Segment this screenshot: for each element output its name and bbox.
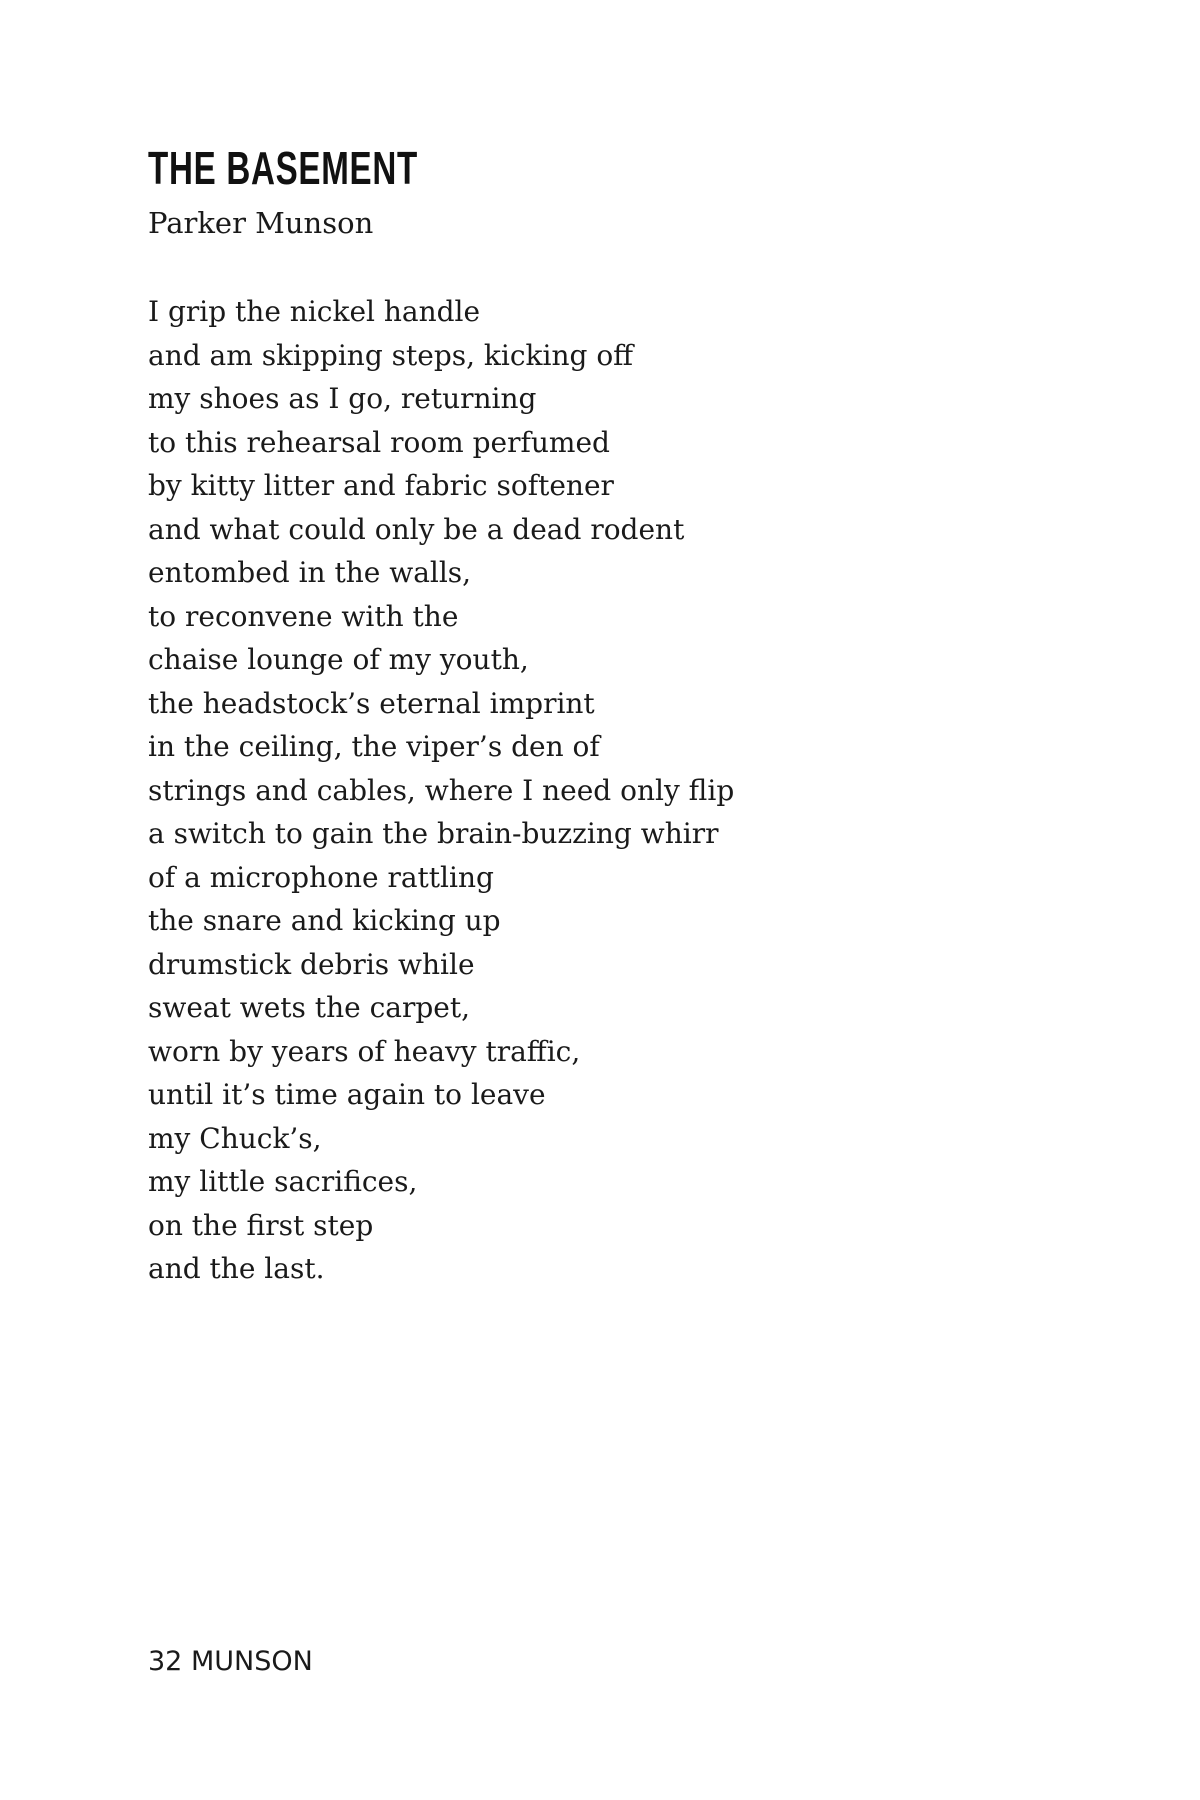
poem-line: strings and cables, where I need only flip [148,773,735,807]
poem-line: the snare and kicking up [148,904,501,937]
poem-line: to this rehearsal room perfumed [148,425,610,459]
poem-line: my little sacrifices, [148,1165,418,1198]
poem-line: a switch to gain the brain-buzzing whirr [148,817,719,850]
poem-line: on the first step [148,1208,374,1242]
poem-line: and am skipping steps, kicking off [148,338,634,372]
poem-line: in the ceiling, the viper’s den of [148,730,600,763]
poem-body [148,290,1048,1291]
poem-line: my shoes as I go, returning [148,382,537,415]
poem-line: worn by years of heavy traffic, [148,1034,581,1068]
poem-line: and the last. [148,1252,325,1285]
poem-line: sweat wets the carpet, [148,991,470,1024]
poem-line: entombed in the walls, [148,556,472,589]
poem-line: drumstick debris while [148,947,475,981]
poem-line: of a microphone rattling [148,860,494,894]
poem-title: THE BASEMENT [148,142,418,194]
page-footer: 32 MUNSON [148,1646,313,1677]
poem-line: the headstock’s eternal imprint [148,686,595,720]
poem-author: Parker Munson [148,206,374,240]
poem-line: by kitty litter and fabric softener [148,469,614,502]
poem-line: my Chuck’s, [148,1121,322,1155]
poem-line: I grip the nickel handle [148,295,481,328]
poem-line: chaise lounge of my youth, [148,643,529,676]
poem-line: until it’s time again to leave [148,1078,546,1111]
poem-line: and what could only be a dead rodent [148,512,685,546]
poem-line: to reconvene with the [148,599,459,633]
